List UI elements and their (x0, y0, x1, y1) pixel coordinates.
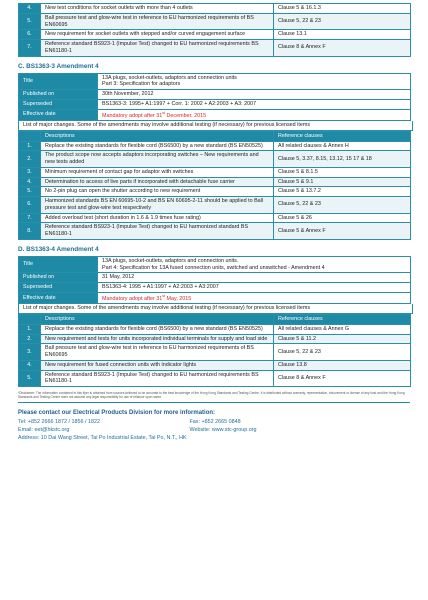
row-reference: Clause 5 & 26 (274, 213, 411, 223)
row-description: Reference standard BS923-1 (Impulse Test) changed to EU harmonized requirements BS EN61180-1 (41, 370, 274, 387)
row-description: The product scope now accepts adaptors incorporating switches – New requirements and new tests added (41, 151, 274, 168)
effective-label: Effective date (19, 292, 98, 304)
row-number: 1. (19, 141, 41, 151)
title-value-line-2: Part 3: Specification for adaptors (102, 81, 181, 88)
row-number: 6. (19, 30, 41, 40)
table-row (19, 197, 411, 214)
row-number: 5. (19, 187, 41, 197)
row-reference: Clause 5, 3.37, 8.15, 13.12, 15 17 & 18 (274, 151, 411, 168)
title-label: Title (19, 73, 98, 90)
row-number: 2. (19, 151, 41, 168)
table-row (19, 324, 411, 334)
table-row (19, 13, 411, 30)
section-c-title: C. BS1363-3 Amendment 4 (18, 62, 99, 70)
row-description: New requirement for fused connection units with indicator lights (41, 360, 274, 370)
row-description: Reference standard BS923-1 (Impulse Test) changed to EU harmonized requirements BS EN61180-1 (41, 40, 274, 57)
row-reference: Clause 5 & 8.1.5 (274, 167, 411, 177)
contact-website-link[interactable]: Website: www.stc-group.org (189, 426, 257, 433)
disclaimer-text: *Disclaimer: The information contained in this flyer is obtained from sources believed to be accurate to the best knowledge of the Hong Kong Standards and Testing Centre. It is distributed without warranty, representation, inducement or license of any kind and the Hong Kong Standards and Testing Centre does not assume any legal responsibility for use of reliance upon same. (18, 391, 405, 399)
row-number: 4. (19, 177, 41, 187)
row-reference: Clause 5 & 16.1.3 (274, 4, 411, 14)
row-reference: All related clauses & Annex G (274, 324, 411, 334)
row-description: No 2-pin plug can open the shutter according to new requirement (41, 187, 274, 197)
section-d-intro: List of major changes. Some of the amendments may involve additional testing (if necessary) for previous licensed items (18, 304, 413, 314)
row-number: 6. (19, 197, 41, 214)
row-reference: Clause 5, 22 & 23 (274, 344, 411, 361)
row-reference: Clause 5 & Annex F (274, 223, 411, 240)
row-description: Replace the existing standards for flexible cord (BS6500) by a new standard (BS EN50525) (41, 324, 274, 334)
table-header-row (19, 131, 411, 141)
table-header-row (19, 315, 411, 325)
row-number: 5. (19, 13, 41, 30)
top-changes-table (18, 3, 411, 57)
row-description: New test conditions for socket outlets with more than 4 outlets (41, 4, 274, 14)
effective-value: Mandatory adopt after 31st December, 2015 (98, 109, 411, 121)
table-row (19, 370, 411, 387)
title-label: Title (19, 256, 98, 273)
row-number: 3. (19, 344, 41, 361)
table-row (19, 177, 411, 187)
table-row (19, 141, 411, 151)
contact-footer (18, 409, 428, 442)
title-value-line-1: 13A plugs, socket-outlets, adaptors and connection units. (102, 257, 239, 264)
table-row (19, 344, 411, 361)
row-reference: Clause 5, 22 & 23 (274, 13, 411, 30)
row-number: 4. (19, 360, 41, 370)
row-reference: Clause 5, 22 & 23 (274, 197, 411, 214)
row-description: Ball pressure test and glow-wire test in reference to EU harmonized requirements of BS EN60695 (41, 13, 274, 30)
table-row (19, 30, 411, 40)
section-c-changes-table (18, 131, 411, 240)
row-description: Replace the existing standards for flexible cord (BS6500) by a new standard (BS EN50525) (41, 141, 274, 151)
descriptions-header: Descriptions (41, 315, 274, 325)
descriptions-header: Descriptions (41, 131, 274, 141)
row-reference: Clause 5 & 13.7.2 (274, 187, 411, 197)
superseded-label: Superseded (19, 283, 98, 293)
row-reference: Clause 8 & Annex F (274, 370, 411, 387)
row-number: 3. (19, 167, 41, 177)
row-description: Added overload test (short duration in 1.6 & 1.9 times fuse rating) (41, 213, 274, 223)
superseded-value: BS1363-3: 1995+ A1:1997 + Corr. 1: 2002 + A2:2003 + A3: 2007 (98, 99, 411, 109)
row-description: Harmonized standards BS EN 60695-10-2 and BS EN 60695-2-11 should be applied to Ball pressure test and glow-wire test respectively (41, 197, 274, 214)
table-row (19, 40, 411, 57)
row-description: Minimum requirement of contact gap for adaptor with switches (41, 167, 274, 177)
row-reference: Clause 13.8 (274, 360, 411, 370)
table-row (19, 4, 411, 14)
section-d-title: D. BS1363-4 Amendment 4 (18, 245, 99, 253)
contact-email-link[interactable]: Email: eet@hkstc.org (18, 426, 70, 433)
row-reference: Clause 5 & 9.1 (274, 177, 411, 187)
published-value: 30th November, 2012 (98, 90, 411, 100)
reference-clauses-header: Reference clauses (274, 315, 411, 325)
row-number: 2. (19, 334, 41, 344)
table-row (19, 223, 411, 240)
published-value: 31 May, 2012 (98, 273, 411, 283)
section-d-changes-table (18, 314, 411, 387)
contact-heading: Please contact our Electrical Products Division for more information: (18, 409, 216, 416)
title-value-line-2: Part 4: Specification for 13A fused connection units, switched and unswitched - Amendment 4 (102, 264, 325, 271)
section-d-meta-table (18, 256, 411, 305)
row-number: 7. (19, 40, 41, 57)
effective-value: Mandatory adopt after 31st May, 2015 (98, 292, 411, 304)
table-row (19, 187, 411, 197)
row-reference: All related clauses & Annex H (274, 141, 411, 151)
table-row (19, 167, 411, 177)
footer-divider (18, 402, 410, 403)
superseded-label: Superseded (19, 99, 98, 109)
table-row (19, 334, 411, 344)
published-label: Published on (19, 273, 98, 283)
table-row (19, 151, 411, 168)
contact-fax: Fax: +852 2665 0848 (189, 418, 241, 425)
effective-label: Effective date (19, 109, 98, 121)
row-number: 7. (19, 213, 41, 223)
table-row (19, 360, 411, 370)
published-label: Published on (19, 90, 98, 100)
row-number: 5. (19, 370, 41, 387)
row-description: Determination to access of live parts if incorporated with detachable fuse carrier (41, 177, 274, 187)
table-row (19, 213, 411, 223)
row-description: Reference standard BS923-1 (Impulse Test) changed to EU harmonized standard BS EN61180-1 (41, 223, 274, 240)
reference-clauses-header: Reference clauses (274, 131, 411, 141)
row-description: New requirement and tests for units incorporated individual terminals for supply and load side (41, 334, 274, 344)
row-number: 1. (19, 324, 41, 334)
contact-address: Address: 10 Dai Wang Street, Tai Po Industrial Estate, Tai Po, N.T., HK (18, 435, 187, 441)
contact-tel: Tel: +852 2666 1872 / 1856 / 1822 (18, 418, 100, 425)
row-reference: Clause 5 & 11.2 (274, 334, 411, 344)
row-description: Ball pressure test and glow-wire test in reference to EU harmonized requirements of BS EN60695 (41, 344, 274, 361)
section-c-intro: List of major changes. Some of the amendments may involve additional testing (if necessary) for previous licensed items (18, 121, 413, 131)
row-number: 8. (19, 223, 41, 240)
section-c-meta-table (18, 73, 411, 122)
row-reference: Clause 13.1 (274, 30, 411, 40)
superseded-value: BS1363-4: 1995 + A1:1997 + A2:2003 + A3:2007 (98, 283, 411, 293)
row-reference: Clause 8 & Annex F (274, 40, 411, 57)
row-description: New requirement for socket outlets with stepped and/or curved engagement surface (41, 30, 274, 40)
title-value-line-1: 13A plugs, socket-outlets, adaptors and connection units (102, 74, 237, 81)
row-number: 4. (19, 4, 41, 14)
